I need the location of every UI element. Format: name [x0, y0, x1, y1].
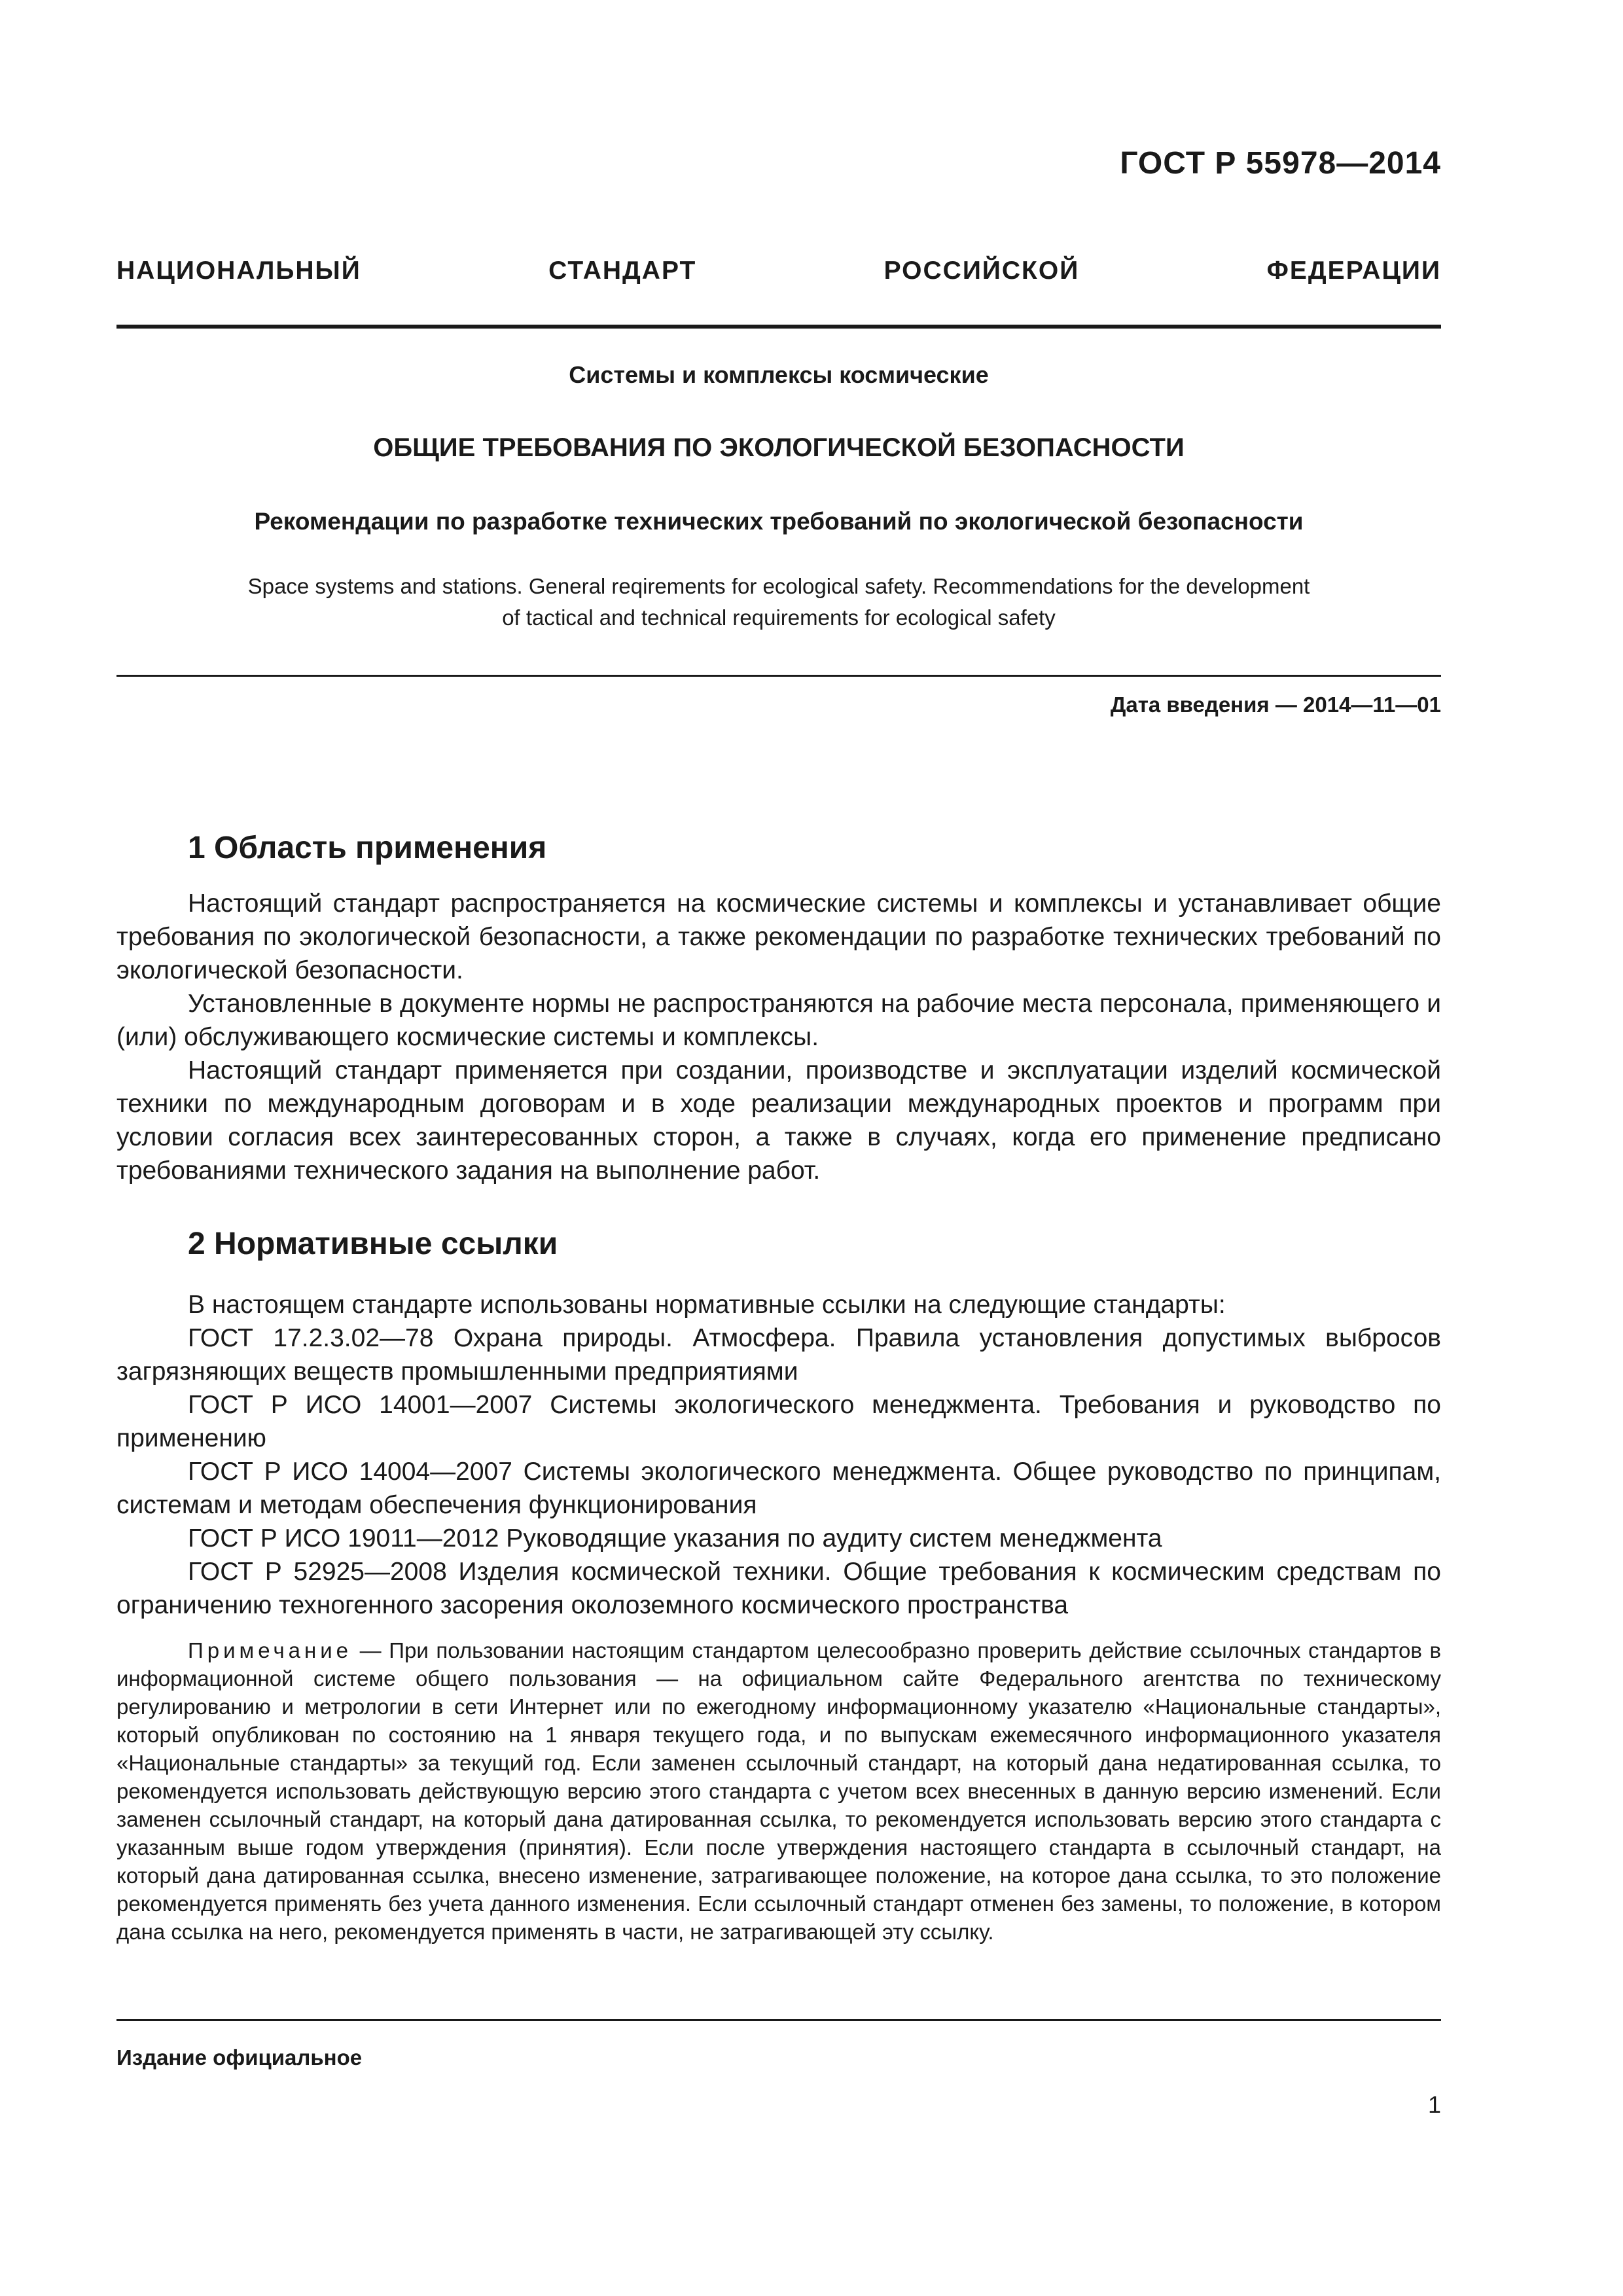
note-label: Примечание: [188, 1638, 353, 1662]
english-title: [116, 571, 1441, 634]
section-1-title: 1 Область применения: [188, 831, 547, 865]
page-number: 1: [1427, 2091, 1441, 2118]
introduction-date: Дата введения — 2014—11—01: [1110, 692, 1441, 717]
title-line-3: Рекомендации по разработке технических требований по экологической безопасности: [254, 508, 1304, 535]
section-1-paragraph: Настоящий стандарт распространяется на космические системы и комплексы и устанавливает общие требования по экологической безопасности, а также рекомендации по разработке технических требований по экологической безопасности.: [116, 889, 1441, 984]
title-divider: [116, 675, 1441, 677]
reference-item: ГОСТ 17.2.3.02—78 Охрана природы. Атмосфера. Правила установления допустимых выбросов загрязняющих веществ промышленными предприятиями: [116, 1324, 1441, 1386]
document-code: ГОСТ Р 55978—2014: [1120, 146, 1441, 181]
reference-item: ГОСТ Р ИСО 14004—2007 Системы экологического менеджмента. Общее руководство по принципам, системам и методам обеспечения функционирования: [116, 1458, 1441, 1519]
section-2-intro: В настоящем стандарте использованы нормативные ссылки на следующие стандарты:: [188, 1291, 1226, 1319]
note-text: — При пользовании настоящим стандартом целесообразно проверить действие ссылочных стандартов в информационной системе общего пользования — на официальном сайте Федерального агентства по техническому регулированию и метрологии в сети Интернет или по ежегодному информационному указателю «Национальные стандарты», который опубликован по состоянию на 1 января текущего года, и по выпускам ежемесячного информационного указателя «Национальные стандарты» за текущий год. Если заменен ссылочный стандарт, на который дана недатированная ссылка, то рекомендуется использовать действующую версию этого стандарта с учетом всех внесенных в данную версию изменений. Если заменен ссылочный стандарт, на который дана датированная ссылка, то рекомендуется использовать версию этого стандарта с указанным выше годом утверждения (принятия). Если после утверждения настоящего стандарта в ссылочный стандарт, на который дана датированная ссылка, внесено изменение, затрагивающее положение, на которое дана ссылка, то это положение рекомендуется применять без учета данного изменения. Если ссылочный стандарт отменен без замены, то положение, в котором дана ссылка на него, рекомендуется применять в части, не затрагивающей эту ссылку.: [116, 1638, 1441, 1944]
note-paragraph: [116, 1636, 1441, 1946]
reference-item: ГОСТ Р ИСО 19011—2012 Руководящие указания по аудиту систем менеджмента: [188, 1524, 1162, 1552]
national-standard-heading: НАЦИОНАЛЬНЫЙ СТАНДАРТ РОССИЙСКОЙ ФЕДЕРАЦИИ: [116, 257, 1441, 285]
section-1-paragraph: Установленные в документе нормы не распространяются на рабочие места персонала, применяющего и (или) обслуживающего космические системы и комплексы.: [116, 990, 1441, 1051]
section-2-body: [116, 1288, 1441, 1622]
section-1-paragraph: Настоящий стандарт применяется при создании, производстве и эксплуатации изделий космической техники по международным договорам и в ходе реализации международных проектов и программ при условии согласия всех заинтересованных сторон, а также в случаях, когда его применение предписано требованиями технического задания на выполнение работ.: [116, 1056, 1441, 1185]
footer-divider: [116, 2019, 1441, 2021]
note-block: [116, 1636, 1441, 1946]
reference-item: ГОСТ Р ИСО 14001—2007 Системы экологического менеджмента. Требования и руководство по применению: [116, 1391, 1441, 1452]
reference-item: ГОСТ Р 52925—2008 Изделия космической техники. Общие требования к космическим средствам по ограничению техногенного засорения околоземного космического пространства: [116, 1558, 1441, 1619]
section-1-body: [116, 887, 1441, 1187]
title-line-2: ОБЩИЕ ТРЕБОВАНИЯ ПО ЭКОЛОГИЧЕСКОЙ БЕЗОПАСНОСТИ: [373, 433, 1185, 462]
section-2-title: 2 Нормативные ссылки: [188, 1227, 558, 1261]
title-line-1: Системы и комплексы космические: [569, 361, 989, 388]
header-divider: [116, 325, 1441, 329]
official-edition-label: Издание официальное: [116, 2045, 363, 2070]
english-title-line-1: Space systems and stations. General reqirements for ecological safety. Recommendations for the development: [247, 574, 1310, 598]
english-title-line-2: of tactical and technical requirements for ecological safety: [502, 605, 1056, 630]
